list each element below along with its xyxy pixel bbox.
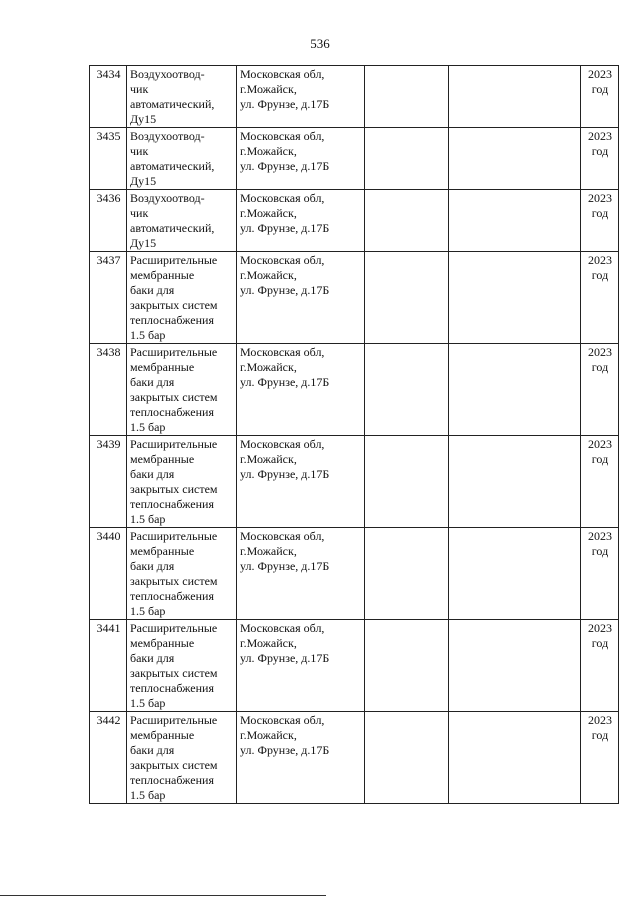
row-number-cell (90, 620, 127, 712)
page-number: 536 (310, 36, 330, 51)
equipment-name-line: мембранные (130, 268, 195, 282)
table-row (90, 712, 619, 804)
equipment-name-line: мембранные (130, 636, 195, 650)
equipment-name-line: Расширительные (130, 437, 218, 451)
empty-cell (449, 712, 581, 804)
row-number-cell (90, 252, 127, 344)
address-line: ул. Фрунзе, д.17Б (240, 467, 330, 481)
table-row (90, 66, 619, 128)
equipment-name-line: баки для (130, 283, 175, 297)
equipment-name-cell (127, 128, 237, 190)
year-line: 2023 (588, 253, 612, 267)
row-number-cell (90, 344, 127, 436)
year-line: год (591, 728, 609, 742)
address-line: г.Можайск, (240, 452, 297, 466)
empty-cell (449, 344, 581, 436)
address-line: Московская обл, (240, 253, 325, 267)
address-line: г.Можайск, (240, 360, 297, 374)
equipment-name-line: 1.5 бар (130, 328, 166, 342)
equipment-name-line: 1.5 бар (130, 512, 166, 526)
address-line: г.Можайск, (240, 636, 297, 650)
equipment-name-cell (127, 436, 237, 528)
year-line: год (591, 452, 609, 466)
year-line: 2023 (588, 437, 612, 451)
equipment-name-line: баки для (130, 375, 175, 389)
address-line: ул. Фрунзе, д.17Б (240, 559, 330, 573)
row-number-cell (90, 190, 127, 252)
equipment-name-line: автоматический, (130, 159, 215, 173)
address-line: ул. Фрунзе, д.17Б (240, 283, 330, 297)
address-line: г.Можайск, (240, 144, 297, 158)
equipment-name-line: Расширительные (130, 253, 218, 267)
equipment-name-line: чик (130, 82, 149, 96)
address-cell (237, 190, 365, 252)
equipment-name-line: Ду15 (130, 174, 157, 188)
address-cell (237, 344, 365, 436)
empty-cell (365, 252, 449, 344)
equipment-name-cell (127, 620, 237, 712)
year-line: 2023 (588, 129, 612, 143)
equipment-name-line: закрытых систем (130, 666, 218, 680)
equipment-name-cell (127, 190, 237, 252)
equipment-name-line: Воздухоотвод- (130, 67, 205, 81)
row-number-cell (90, 128, 127, 190)
equipment-name-line: чик (130, 144, 149, 158)
address-line: г.Можайск, (240, 268, 297, 282)
row-number-cell (90, 436, 127, 528)
equipment-name-line: 1.5 бар (130, 788, 166, 802)
year-line: год (591, 360, 609, 374)
address-line: г.Можайск, (240, 728, 297, 742)
address-cell (237, 712, 365, 804)
equipment-name-line: мембранные (130, 452, 195, 466)
equipment-name-line: Расширительные (130, 713, 218, 727)
equipment-name-line: закрытых систем (130, 758, 218, 772)
address-cell (237, 128, 365, 190)
equipment-name-line: баки для (130, 743, 175, 757)
row-number-cell (90, 528, 127, 620)
year-line: год (591, 636, 609, 650)
equipment-name-cell (127, 252, 237, 344)
equipment-name-line: закрытых систем (130, 574, 218, 588)
table-row (90, 436, 619, 528)
row-number: 3436 (96, 191, 121, 205)
year-cell (581, 436, 619, 528)
row-number-cell (90, 66, 127, 128)
year-cell (581, 252, 619, 344)
address-cell (237, 66, 365, 128)
address-cell (237, 436, 365, 528)
year-cell (581, 66, 619, 128)
row-number: 3437 (96, 253, 121, 267)
equipment-name-line: Ду15 (130, 112, 157, 126)
equipment-name-line: Воздухоотвод- (130, 129, 205, 143)
equipment-name-line: баки для (130, 559, 175, 573)
equipment-name-line: Ду15 (130, 236, 157, 250)
equipment-name-line: автоматический, (130, 221, 215, 235)
address-cell (237, 620, 365, 712)
equipment-name-line: баки для (130, 467, 175, 481)
address-line: ул. Фрунзе, д.17Б (240, 743, 330, 757)
empty-cell (365, 712, 449, 804)
equipment-name-line: закрытых систем (130, 298, 218, 312)
address-line: Московская обл, (240, 129, 325, 143)
row-number: 3442 (96, 713, 121, 727)
year-cell (581, 528, 619, 620)
equipment-table (89, 65, 619, 804)
equipment-name-line: автоматический, (130, 97, 215, 111)
year-line: 2023 (588, 345, 612, 359)
row-number: 3434 (96, 67, 121, 81)
row-number-cell (90, 712, 127, 804)
footer-rule (0, 895, 326, 896)
year-line: год (591, 144, 609, 158)
row-number: 3440 (96, 529, 121, 543)
empty-cell (449, 66, 581, 128)
address-line: г.Можайск, (240, 82, 297, 96)
empty-cell (365, 528, 449, 620)
year-line: год (591, 206, 609, 220)
equipment-name-cell (127, 528, 237, 620)
row-number: 3441 (96, 621, 121, 635)
year-line: 2023 (588, 67, 612, 81)
empty-cell (449, 252, 581, 344)
table-row (90, 190, 619, 252)
year-cell (581, 620, 619, 712)
address-line: Московская обл, (240, 621, 325, 635)
year-cell (581, 344, 619, 436)
equipment-name-line: 1.5 бар (130, 696, 166, 710)
table-row (90, 128, 619, 190)
year-line: 2023 (588, 529, 612, 543)
row-number: 3435 (96, 129, 121, 143)
year-cell (581, 712, 619, 804)
empty-cell (449, 620, 581, 712)
row-number: 3439 (96, 437, 121, 451)
year-line: 2023 (588, 713, 612, 727)
table-row (90, 344, 619, 436)
empty-cell (449, 190, 581, 252)
address-line: ул. Фрунзе, д.17Б (240, 97, 330, 111)
equipment-name-cell (127, 712, 237, 804)
equipment-name-line: теплоснабжения (130, 773, 214, 787)
empty-cell (365, 620, 449, 712)
equipment-name-line: мембранные (130, 728, 195, 742)
address-line: Московская обл, (240, 191, 325, 205)
empty-cell (365, 190, 449, 252)
equipment-name-line: закрытых систем (130, 390, 218, 404)
table-row (90, 620, 619, 712)
empty-cell (365, 436, 449, 528)
empty-cell (365, 344, 449, 436)
equipment-name-line: мембранные (130, 360, 195, 374)
equipment-name-line: мембранные (130, 544, 195, 558)
table-row (90, 528, 619, 620)
equipment-name-line: чик (130, 206, 149, 220)
address-line: ул. Фрунзе, д.17Б (240, 221, 330, 235)
address-cell (237, 528, 365, 620)
equipment-name-line: Расширительные (130, 345, 218, 359)
empty-cell (449, 528, 581, 620)
equipment-name-line: Расширительные (130, 621, 218, 635)
address-line: ул. Фрунзе, д.17Б (240, 159, 330, 173)
address-line: Московская обл, (240, 529, 325, 543)
equipment-name-line: Воздухоотвод- (130, 191, 205, 205)
address-line: ул. Фрунзе, д.17Б (240, 651, 330, 665)
row-number: 3438 (96, 345, 121, 359)
year-line: год (591, 82, 609, 96)
year-line: 2023 (588, 191, 612, 205)
empty-cell (365, 128, 449, 190)
equipment-name-line: теплоснабжения (130, 681, 214, 695)
equipment-name-cell (127, 66, 237, 128)
equipment-name-line: теплоснабжения (130, 313, 214, 327)
empty-cell (449, 128, 581, 190)
equipment-name-line: закрытых систем (130, 482, 218, 496)
address-line: Московская обл, (240, 67, 325, 81)
equipment-name-line: баки для (130, 651, 175, 665)
table-row (90, 252, 619, 344)
equipment-name-line: 1.5 бар (130, 604, 166, 618)
year-line: год (591, 268, 609, 282)
address-cell (237, 252, 365, 344)
year-cell (581, 190, 619, 252)
year-cell (581, 128, 619, 190)
equipment-name-line: теплоснабжения (130, 497, 214, 511)
empty-cell (449, 436, 581, 528)
address-line: ул. Фрунзе, д.17Б (240, 375, 330, 389)
year-line: год (591, 544, 609, 558)
equipment-name-line: Расширительные (130, 529, 218, 543)
table-body (90, 66, 619, 804)
equipment-name-line: теплоснабжения (130, 589, 214, 603)
address-line: Московская обл, (240, 437, 325, 451)
address-line: Московская обл, (240, 713, 325, 727)
address-line: Московская обл, (240, 345, 325, 359)
address-line: г.Можайск, (240, 206, 297, 220)
empty-cell (365, 66, 449, 128)
address-line: г.Можайск, (240, 544, 297, 558)
equipment-name-cell (127, 344, 237, 436)
year-line: 2023 (588, 621, 612, 635)
equipment-name-line: теплоснабжения (130, 405, 214, 419)
equipment-name-line: 1.5 бар (130, 420, 166, 434)
